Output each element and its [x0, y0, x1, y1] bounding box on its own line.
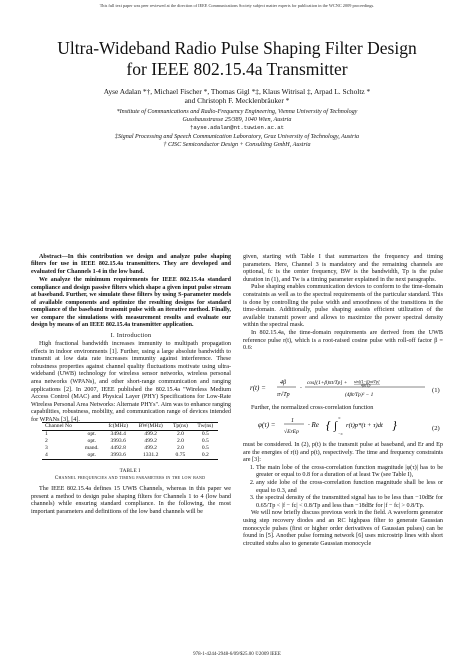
right-column-bottom	[243, 442, 443, 548]
table-cell: 2	[45, 438, 48, 444]
equation-2	[258, 414, 418, 440]
channel-table	[42, 422, 218, 460]
table-cell: 499.2	[144, 445, 157, 451]
table-header: fc(MHz)	[108, 423, 128, 429]
right-paragraph-3: In 802.15.4a, the time-domain requirements are derived from the UWB reference pulse r(t), which is a root-raised cosine pulse with roll-off factor β = 0.6:	[243, 329, 443, 352]
intro-paragraph-2-block	[31, 486, 231, 516]
intro-paragraph-2: The IEEE 802.15.4a defines 15 UWB Channels, whereas in this paper we present a method to design pulse shaping filters for Channels 1 to 4 (low band channels) while ensuring standard compliance. In the following, the most important parameters and definitions of the low band channels will be	[31, 486, 231, 515]
table-cell: 3993.6	[110, 438, 126, 444]
svg-text:4βt/Tp: 4βt/Tp	[361, 383, 371, 388]
abstract-paragraph-1: Abstract—In this contribution we design and analyze pulse shaping filters for use in IEEE 802.15.4a transmitters. They are developed and evaluated for Channels 1-4 in the low band.	[31, 254, 231, 275]
svg-text:cos[(1+β)πt/Tp] +: cos[(1+β)πt/Tp] +	[307, 380, 348, 386]
equation-2-number: (2)	[432, 425, 440, 432]
table-cell: 0.5	[201, 438, 209, 444]
right-paragraph-4: Further, the normalized cross-correlation function	[251, 405, 374, 411]
page-footer: 978-1-4244-2948-6/09/$25.00 ©2009 IEEE	[193, 652, 281, 657]
table-cell: 2.0	[176, 438, 184, 444]
affiliation-1-line-1: *Institute of Communications and Radio-Frequency Engineering, Vienna University of Technology	[116, 109, 358, 115]
intro-paragraph-1: High fractional bandwidth increases immunity to multipath propagation effects in indoor environments [1]. Further, using a large absolute bandwidth to transmit at low data rate increases immunity against interference. These robustness properties against channel quality fluctuations motivate using ultra-wideband (UWB) technology for wireless sensor networks, wireless personal area networks (WPANs), and other short-range communication and ranging applications [2]. In 2007, IEEE published the 802.15.4a "Wireless Medium Access Control (MAC) and Physical Layer (PHY) Specifications for Low-Rate Wireless Personal Area Networks: Alternate PHYs". Aim was to enhance ranging capabilities, robustness, mobility, and communication range of devices intended for WPANs [3], [4].	[31, 341, 231, 423]
svg-text:sin[(1−β)πt/Tp]: sin[(1−β)πt/Tp]	[354, 379, 380, 384]
table-cell: 0.75	[175, 452, 186, 458]
table-caption	[20, 468, 240, 482]
table-header: BW(MHz)	[138, 423, 163, 429]
constraints-list	[243, 465, 443, 511]
svg-text:1: 1	[291, 418, 294, 424]
peer-review-note: This full text paper was peer reviewed at the direction of IEEE Communications Society subject matter experts for publication in the WCNC 2009 proceedings.	[99, 3, 375, 8]
table-cell: 3494.4	[110, 431, 126, 437]
abstract	[31, 254, 231, 331]
table-cell: 499.2	[144, 438, 157, 444]
authors-line-1: Ayse Adalan *†, Michael Fischer *, Thomas Gigl *‡, Klaus Witrisal ‡, Arpad L. Scholtz *	[103, 87, 371, 96]
svg-text:r(t) =: r(t) =	[250, 384, 266, 392]
table-cell: 0.2	[201, 452, 209, 458]
table-caption-number: TABLE I	[119, 468, 141, 474]
authors-line-2: and Christoph F. Mecklenbräuker *	[184, 96, 290, 105]
table-cell: 0.5	[201, 431, 209, 437]
svg-text:(4βt/Tp)² − 1: (4βt/Tp)² − 1	[345, 392, 374, 398]
table-cell: opt.	[87, 431, 97, 437]
table-cell: mand.	[84, 445, 99, 451]
svg-text:−∞: −∞	[338, 432, 343, 436]
title-line-2: for IEEE 802.15.4a Transmitter	[126, 58, 348, 79]
svg-text:·: ·	[300, 384, 302, 392]
table-cell: 3993.6	[110, 452, 126, 458]
svg-text:4β: 4β	[280, 380, 286, 386]
author-email: †ayse.adalan@nt.tuwien.ac.at	[190, 124, 284, 131]
equation-1	[250, 375, 430, 403]
table-cell: 0.5	[201, 445, 209, 451]
list-item: 2. any side lobe of the cross-correlation function magnitude shall be less or equal to 0.3, and	[256, 480, 443, 495]
table-header: Tw(ns)	[197, 423, 214, 429]
abstract-paragraph-2: We analyze the minimum requirements for IEEE 802.15.4a standard compliance and design passive filters which shape a given input pulse stream at baseband. Further, we simulate these filters by using S-parameter models of available components and optimize the resulting designs for standard compliance of the baseband transmit pulse with an iterative method. Finally, we compare the simulations with measurement results and evaluate our design by means of an IEEE 802.15.4a transmitter application.	[31, 277, 231, 329]
table-header: Channel No	[45, 423, 72, 429]
svg-text:√ErEp: √ErEp	[284, 429, 299, 435]
table-header: Tp(ns)	[172, 423, 188, 429]
right-paragraph-6: We will now briefly discuss previous work in the field. A waveform generator using step recovery diodes and an RC highpass filter to generate Gaussian monocycle pulses (first or higher order derivatives of Gaussian pulses) can be found in [5]. Another pulse forming network [6] uses microstrip lines with short circuited stubs also to generate Gaussian monocycle	[243, 510, 443, 547]
table-header-row	[42, 423, 218, 431]
svg-text:∫: ∫	[334, 420, 338, 432]
title-line-1: Ultra-Wideband Radio Pulse Shaping Filter Design	[57, 38, 417, 58]
table-cell: 1	[45, 431, 48, 437]
svg-text:}: }	[392, 418, 397, 432]
table-cell: 1331.2	[142, 452, 159, 458]
affiliation-1-line-2: Gusshausstrasse 25/389, 1040 Wien, Austria	[182, 116, 292, 123]
equation-1-graphic	[250, 375, 430, 401]
table-cell: opt.	[87, 452, 97, 458]
table-row	[42, 445, 218, 452]
table-caption-text: Channel frequencies and timing parameters in the low band	[54, 475, 206, 481]
right-paragraph-2: Pulse shaping enables communication devices to conform to the time-domain constraints as well as to the spectral requirements of the particular standard. This is done by controlling the pulse width and smoothness of the transitions in the time-domain. Additionally, pulse shaping assists efficient utilization of the available transmit power and allows to maximize the power spectral density within the spectral mask.	[243, 284, 443, 329]
table-cell: 4	[45, 452, 48, 458]
table-cell: 2.0	[176, 445, 184, 451]
right-paragraph-5: must be considered. In (2), p(t) is the transmit pulse at baseband, and Er and Ep are the energies of r(t) and p(t), respectively. The time and frequency constraints are [3]:	[243, 442, 443, 464]
equation-1-number: (1)	[432, 387, 440, 394]
svg-text:{: {	[326, 418, 331, 432]
right-paragraph-1: given, starting with Table I that summarizes the frequency and timing parameters. Here, Channel 3 is mandatory and the remaining channels are optional, fc is the center frequency, BW is the bandwidth, Tp is the pulse duration in (1), and Tw is a timing parameter explained in the next paragraphs.	[243, 254, 443, 283]
table-cell: 499.2	[144, 431, 157, 437]
table-row	[42, 431, 218, 439]
right-column-top	[243, 254, 443, 353]
list-item: 1. The main lobe of the cross-correlation function magnitude |φ(τ)| has to be greater or equal to 0.8 for a duration of at least Tw (see Table I),	[256, 465, 443, 480]
paper-title	[20, 38, 454, 79]
svg-text:r(t)p*(t + τ)dt: r(t)p*(t + τ)dt	[346, 422, 383, 429]
section-heading-introduction: I. Introduction	[110, 332, 152, 339]
svg-text:∞: ∞	[338, 416, 341, 420]
svg-text:π√Tp: π√Tp	[277, 392, 290, 398]
table-cell: opt.	[87, 438, 97, 444]
right-paragraph-4-block	[243, 405, 443, 413]
table-header	[80, 423, 103, 431]
affiliation-2: ‡Signal Processing and Speech Communication Laboratory, Graz University of Technology, Austria	[114, 134, 360, 140]
affiliation-3: † CISC Semiconductor Design + Consulting GmbH, Austria	[163, 142, 311, 148]
table-cell: 3	[45, 445, 48, 451]
table-cell: 2.0	[176, 431, 184, 437]
list-item: 3. the spectral density of the transmitted signal has to be less than −10dBr for 0.65/Tp < |f − fc| < 0.8/Tp and less than −18dBr for |f − fc| > 0.8/Tp.	[256, 495, 443, 510]
svg-text:· Re: · Re	[308, 421, 319, 429]
intro-paragraph-1-block	[31, 341, 231, 425]
table-row	[42, 438, 218, 445]
table-cell: 4492.8	[110, 445, 126, 451]
svg-text:φ(τ) =: φ(τ) =	[258, 421, 276, 429]
equation-2-graphic	[258, 414, 418, 438]
table-row	[42, 452, 218, 460]
